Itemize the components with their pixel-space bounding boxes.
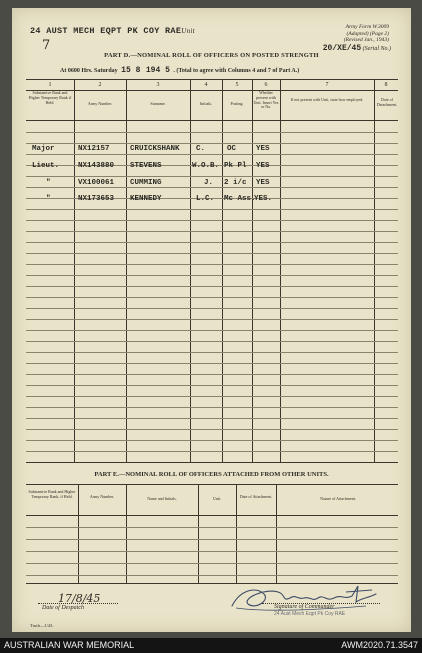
cell-army-number: NX12157 xyxy=(78,145,110,153)
table-row xyxy=(26,194,398,206)
column-divider xyxy=(222,80,223,462)
col-header-present: Whether present with Unit. Insert Yes or No. xyxy=(253,90,279,110)
cell-present: YES. xyxy=(254,195,273,203)
column-number: 2 xyxy=(98,82,102,88)
part-e-table xyxy=(26,484,398,584)
ruled-line xyxy=(26,575,398,576)
column-divider xyxy=(190,80,191,462)
part-e-title: PART E.—NOMINAL ROLL OF OFFICERS ATTACHED FROM OTHER UNITS. xyxy=(94,471,329,478)
cell-surname: STEVENS xyxy=(130,162,162,170)
serial-label: (Serial No.) xyxy=(362,46,391,52)
ruled-line xyxy=(26,220,398,221)
column-number: 3 xyxy=(156,82,160,88)
column-number: 8 xyxy=(384,82,388,88)
cell-rank: Lieut. xyxy=(32,162,60,170)
col-header-rank: Substantive Rank and Higher Temporary Rank if Held. xyxy=(28,90,72,105)
ruled-line xyxy=(26,527,398,528)
form-code: Truth—1/43. xyxy=(30,623,54,628)
ruled-line xyxy=(26,209,398,210)
ruled-line xyxy=(26,385,398,386)
cell-surname: CRUICKSHANK xyxy=(130,145,180,153)
at-suffix: . (Total to agree with Columns 4 and 7 of Part A.) xyxy=(173,68,300,74)
col-header-initials: Initials. xyxy=(199,101,213,106)
table-row xyxy=(26,178,398,190)
column-divider xyxy=(126,80,127,462)
ruled-line xyxy=(26,352,398,353)
col-header-detachment: Date of Detachment. xyxy=(376,97,398,107)
caption-accession: AWM2020.71.3547 xyxy=(341,640,418,650)
column-number: 5 xyxy=(235,82,239,88)
e-header-name: Name and Initials. xyxy=(147,496,177,501)
e-header-rank: Substantive Rank and Higher Temporary Rank, if Held. xyxy=(28,489,76,499)
e-header-nature: Nature of Attachment. xyxy=(320,496,356,501)
col-header-employed: If not present with Unit, state how employed. xyxy=(290,97,364,102)
document-sheet xyxy=(12,8,411,632)
date-rule xyxy=(38,603,118,604)
col-header-army-number: Army Number. xyxy=(87,101,113,106)
ruled-line xyxy=(26,319,398,320)
at-date-line xyxy=(60,66,299,75)
form-ref-line: Army Form W.3009 xyxy=(345,24,389,30)
unit-name xyxy=(30,26,195,36)
column-number: 7 xyxy=(325,82,329,88)
ruled-line xyxy=(26,132,398,133)
ruled-line xyxy=(26,253,398,254)
cell-rank: " xyxy=(46,195,51,203)
col-header-surname: Surname. xyxy=(150,101,166,106)
serial-typed: 20/XE/45 xyxy=(322,44,362,53)
column-divider xyxy=(280,80,281,462)
cell-posting: 2 i/c xyxy=(224,179,247,187)
at-year: 194 5 xyxy=(145,66,170,75)
cell-initials: L.C. xyxy=(196,195,215,203)
ruled-line xyxy=(26,539,398,540)
caption-bar xyxy=(0,638,422,653)
signature-label: Signature of Commander xyxy=(274,604,335,610)
header-rule xyxy=(26,90,398,91)
ruled-line xyxy=(26,563,398,564)
caption-source: AUSTRALIAN WAR MEMORIAL xyxy=(4,640,135,650)
column-divider xyxy=(198,485,199,583)
ruled-line xyxy=(26,330,398,331)
e-header-date: Date of Attachment. xyxy=(239,494,273,499)
ruled-line xyxy=(26,264,398,265)
unit-typed: 24 AUST MECH EQPT PK COY RAE xyxy=(30,26,182,36)
cell-surname: KENNEDY xyxy=(130,195,162,203)
cell-rank: Major xyxy=(32,145,55,153)
date-label: Date of Despatch xyxy=(42,605,84,611)
signature-stamp: 24 Aust Mech Eqpt Pk Coy RAE xyxy=(274,611,346,617)
ruled-line xyxy=(26,242,398,243)
handwritten-number: 7 xyxy=(42,38,51,53)
ruled-line xyxy=(26,286,398,287)
header-bottom-rule xyxy=(26,515,398,516)
column-divider xyxy=(78,485,79,583)
ruled-line xyxy=(26,451,398,452)
header-bottom-rule xyxy=(26,120,398,121)
column-divider xyxy=(374,80,375,462)
ruled-line xyxy=(26,440,398,441)
cell-initials: C. xyxy=(196,145,206,153)
cell-present: YES xyxy=(256,162,270,170)
e-header-unit: Unit. xyxy=(212,496,222,501)
column-divider xyxy=(276,485,277,583)
form-reference xyxy=(344,24,389,44)
ruled-line xyxy=(26,407,398,408)
column-divider xyxy=(236,485,237,583)
at-date: 15 8 xyxy=(121,66,141,75)
table-row xyxy=(26,161,398,173)
form-ref-line: (Adapted) (Page 2) xyxy=(346,30,389,37)
cell-army-number: NX143880 xyxy=(78,162,115,170)
column-number: 6 xyxy=(264,82,268,88)
ruled-line xyxy=(26,396,398,397)
ruled-line xyxy=(26,374,398,375)
column-divider xyxy=(252,80,253,462)
col-header-posting: Posting. xyxy=(230,101,244,106)
column-number: 4 xyxy=(204,82,208,88)
ruled-line xyxy=(26,176,398,177)
column-divider xyxy=(126,485,127,583)
cell-initials: W.O.B. xyxy=(192,162,220,170)
cell-posting: Mc Ass. xyxy=(224,195,256,203)
ruled-line xyxy=(26,551,398,552)
ruled-line xyxy=(26,418,398,419)
table-row xyxy=(26,144,398,156)
ruled-line xyxy=(26,363,398,364)
cell-present: YES xyxy=(256,179,270,187)
despatch-date: 17/8/45 xyxy=(58,592,101,605)
cell-army-number: VX100061 xyxy=(78,179,115,187)
cell-present: YES xyxy=(256,145,270,153)
ruled-line xyxy=(26,429,398,430)
ruled-line xyxy=(26,308,398,309)
cell-initials: J. xyxy=(204,179,214,187)
at-prefix: At 0600 Hrs. Saturday xyxy=(60,68,118,74)
cell-surname: CUMMING xyxy=(130,179,162,187)
form-ref-line: (Revised Jan., 1943) xyxy=(343,37,389,43)
part-d-title: PART D.—NOMINAL ROLL OF OFFICERS ON POSTED STRENGTH xyxy=(104,52,319,59)
cell-posting: Pk Pl xyxy=(224,162,247,170)
unit-suffix: Unit xyxy=(181,27,195,35)
cell-posting: OC xyxy=(227,145,237,153)
cell-army-number: NX173653 xyxy=(78,195,115,203)
column-number: 1 xyxy=(48,82,52,88)
ruled-line xyxy=(26,297,398,298)
ruled-line xyxy=(26,341,398,342)
part-d-table xyxy=(26,79,398,463)
cell-rank: " xyxy=(46,179,51,187)
ruled-line xyxy=(26,231,398,232)
column-divider xyxy=(74,80,75,462)
ruled-line xyxy=(26,275,398,276)
e-header-army-number: Army Number. xyxy=(89,494,115,499)
